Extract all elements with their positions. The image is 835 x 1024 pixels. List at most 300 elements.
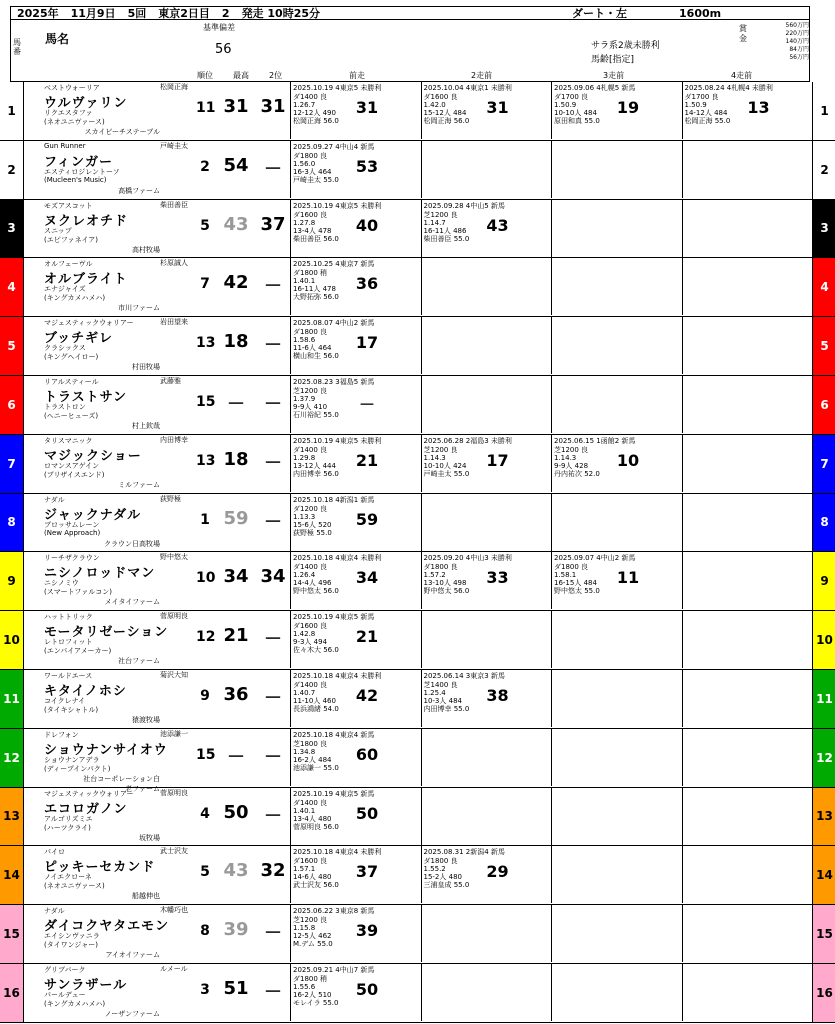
best-figure: 18	[223, 331, 249, 353]
owner-name: 社台コーポレーション白老ファーム	[83, 774, 160, 793]
past-runs	[290, 82, 812, 139]
jockey-name: ルメール	[160, 965, 188, 973]
past-run	[551, 317, 682, 374]
past-run	[421, 788, 552, 845]
run-header: 2025.06.15 1函館2 新馬	[554, 436, 636, 445]
run-info: ダ1600 良 1.42.8 9-3人 494 佐々木大 56.0	[293, 622, 339, 655]
owner-name: 船越伸也	[132, 892, 160, 901]
horse-number-right: 8	[812, 494, 835, 552]
run-info: ダ1400 良 1.29.8 13-12人 444 内田博幸 56.0	[293, 445, 339, 478]
past-run	[290, 552, 421, 609]
past-run	[551, 552, 682, 609]
owner-name: メイタイファーム	[104, 598, 160, 607]
run-figure: 37	[355, 862, 379, 882]
kai: 5回	[127, 7, 147, 20]
date: 11月9日	[70, 7, 116, 20]
horse-name: キタイノホシ	[44, 684, 127, 699]
horse-row	[0, 964, 835, 1023]
best-figure: 18	[223, 448, 249, 470]
past-run	[682, 964, 813, 1021]
run-figure: 50	[355, 803, 379, 823]
horse-number: 7	[0, 435, 24, 493]
owner-name: 高橋ファーム	[118, 186, 160, 195]
past-run	[682, 82, 813, 139]
run-figure: 42	[355, 686, 379, 705]
owner-name: クラウン日高牧場	[104, 539, 160, 548]
run-figure: 11	[616, 568, 640, 588]
sire-name: マジェスティックウォリアー	[44, 789, 134, 798]
best-figure: 21	[223, 625, 249, 647]
past-run	[682, 611, 813, 668]
past-run	[682, 200, 813, 257]
horse-number: 12	[0, 729, 24, 787]
past-runs	[290, 905, 812, 962]
damsire-name: (ネオユニヴァース)	[44, 882, 105, 891]
race-name: サラ系2歳未勝利	[591, 41, 660, 51]
horse-name: フィンガー	[44, 154, 113, 170]
past-runs	[290, 258, 812, 315]
jockey-name: 松岡正海	[160, 83, 188, 91]
past-run	[290, 670, 421, 727]
horse-number-right: 16	[812, 964, 835, 1022]
horse-row	[0, 258, 835, 317]
run-info: 芝1800 良 1.34.8 16-2人 484 池添謙一 55.0	[293, 739, 339, 772]
past-run	[551, 376, 682, 433]
base-label: 基準偏差	[203, 23, 235, 32]
owner-name: 市川ファーム	[118, 304, 160, 313]
damsire-name: (エピファネイア)	[44, 235, 98, 244]
run-header: 2025.06.22 3東京8 新馬	[293, 907, 375, 916]
run-info: 芝1200 良 1.14.3 10-10人 424 戸崎圭太 55.0	[423, 445, 470, 478]
sire-name: グリブバーク	[44, 966, 86, 974]
horse-row	[0, 552, 835, 611]
col-zenso: 前走	[349, 71, 365, 80]
start-time: 発走 10時25分	[241, 7, 321, 20]
jockey-name: 内田博幸	[160, 435, 188, 444]
past-run	[421, 846, 552, 903]
second-figure: －	[264, 982, 282, 1003]
dam-name: エスティロジレントーソ	[44, 167, 120, 176]
run-figure: 10	[616, 450, 640, 470]
run-header: 2025.10.18 4東京4 未勝利	[293, 672, 382, 680]
sire-name: モズアスコット	[44, 201, 93, 210]
past-run	[682, 788, 813, 845]
dam-name: レトロフィット	[44, 638, 93, 647]
past-run	[421, 82, 552, 139]
past-runs	[290, 670, 812, 727]
past-runs	[290, 552, 812, 609]
run-info: ダ1800 稍 1.40.1 16-11人 478 大野拓弥 56.0	[293, 269, 339, 302]
horse-row	[0, 82, 835, 141]
jockey-name: 杉原誠人	[160, 259, 188, 268]
run-info: ダ1700 良 1.50.9 10-10人 484 原田和真 55.0	[554, 93, 600, 125]
dam-name: アルゴリズミエ	[44, 814, 93, 823]
past-run	[421, 964, 552, 1021]
second-figure: －	[264, 746, 282, 768]
sire-name: マジェスティックウォリアー	[44, 319, 134, 328]
past-run	[551, 435, 682, 492]
run-info: ダ1400 良 1.26.7 12-12人 490 松岡正海 56.0	[293, 93, 339, 125]
jockey-name: 武藤雅	[160, 377, 181, 385]
past-run	[682, 317, 813, 374]
past-runs	[290, 964, 812, 1021]
rank: 15	[196, 746, 216, 763]
jockey-name: 荻野極	[160, 494, 181, 503]
horse-row	[0, 317, 835, 376]
run-figure: 21	[355, 450, 379, 470]
horse-name: サンラザール	[44, 978, 128, 993]
horse-number: 8	[0, 494, 24, 552]
run-info: 芝1200 良 1.15.8 12-5人 462 M.デム 55.0	[293, 916, 333, 949]
horse-number-right: 10	[812, 611, 835, 669]
second-figure: －	[264, 452, 282, 474]
damsire-name: (ネオユニヴァース)	[44, 118, 105, 126]
distance: 1600m	[679, 6, 722, 20]
past-run	[290, 611, 421, 668]
rank: 13	[196, 335, 216, 352]
second-figure: 34	[260, 566, 286, 588]
horse-name: ウルヴァリン	[44, 96, 128, 111]
run-figure: 17	[355, 333, 379, 353]
second-figure: 37	[260, 213, 286, 235]
past-runs	[290, 846, 812, 903]
second-figure: －	[264, 688, 282, 709]
run-header: 2025.10.19 4東京5 未勝利	[293, 201, 382, 210]
damsire-name: (キングカメハメハ)	[44, 1000, 106, 1008]
rank: 4	[200, 805, 210, 822]
horse-number-right: 9	[812, 552, 835, 610]
past-runs	[290, 435, 812, 492]
best-figure: 43	[223, 860, 249, 882]
run-header: 2025.10.19 4東京5 未勝利	[293, 436, 382, 445]
horse-number-right: 1	[812, 82, 835, 140]
run-figure: －	[358, 395, 375, 414]
run-header: 2025.09.20 4中山3 未勝利	[423, 554, 512, 563]
run-figure: 21	[355, 627, 379, 647]
horse-row	[0, 376, 835, 435]
horse-name: トラストサン	[44, 390, 127, 405]
run-info: ダ1600 良 1.57.1 14-6人 480 武士沢友 56.0	[293, 857, 339, 890]
owner-name: 高村牧場	[132, 245, 160, 254]
run-figure: 31	[355, 98, 379, 117]
past-run	[421, 258, 552, 315]
run-figure: 31	[486, 98, 509, 117]
run-info: ダ1800 稍 1.55.6 16-2人 510 モレイラ 55.0	[293, 975, 339, 1007]
horse-name: オルブライト	[44, 272, 128, 288]
run-info: ダ1800 良 1.56.0 16-3人 464 戸崎圭太 55.0	[293, 151, 339, 184]
rank: 8	[200, 923, 210, 940]
horse-row	[0, 494, 835, 553]
run-info: ダ1700 良 1.50.9 14-12人 484 松岡正海 55.0	[684, 93, 731, 125]
horse-number: 13	[0, 788, 24, 846]
run-figure: 34	[355, 568, 379, 588]
run-header: 2025.10.19 4東京5 新馬	[293, 613, 375, 622]
sire-name: リーチザクラウン	[44, 554, 100, 563]
jockey-name: 菅原明良	[160, 612, 188, 621]
run-header: 2025.10.18 4東京4 新馬	[293, 730, 375, 739]
best-figure: 50	[223, 801, 249, 823]
best-figure: 54	[223, 154, 249, 176]
second-figure: －	[264, 923, 282, 945]
best-figure: 59	[223, 507, 249, 529]
sire-name: ナダル	[44, 907, 65, 916]
horse-number: 2	[0, 141, 24, 199]
best-figure: 34	[223, 566, 249, 588]
run-header: 2025.09.28 4中山5 新馬	[423, 201, 505, 210]
horse-number-right: 15	[812, 905, 835, 963]
horse-number: 6	[0, 376, 24, 434]
race-subheader	[10, 20, 810, 82]
jockey-name: 木幡巧也	[160, 906, 188, 915]
owner-name: ミルファーム	[118, 480, 160, 489]
rank: 15	[196, 394, 216, 410]
run-figure: 50	[355, 980, 379, 999]
run-info: ダ1800 良 1.58.6 11-6人 464 横山和生 56.0	[293, 328, 339, 361]
past-run	[682, 846, 813, 903]
horse-number-right: 3	[812, 200, 835, 258]
past-run	[421, 435, 552, 492]
horse-row	[0, 670, 835, 729]
past-run	[290, 317, 421, 374]
past-run	[290, 141, 421, 198]
run-header: 2025.08.31 2新潟4 新馬	[423, 848, 505, 857]
past-runs	[290, 611, 812, 668]
past-run	[551, 964, 682, 1021]
past-run	[551, 611, 682, 668]
past-run	[551, 670, 682, 727]
run-header: 2025.10.19 4東京5 新馬	[293, 789, 375, 798]
col-saiko: 最高	[233, 71, 249, 80]
owner-name: 村上欽哉	[132, 422, 160, 430]
past-run	[421, 670, 552, 727]
best-figure: －	[227, 394, 245, 415]
col-yonsoumae: 4走前	[731, 71, 753, 80]
rank: 13	[196, 452, 216, 469]
run-header: 2025.09.07 4中山2 新馬	[554, 554, 636, 563]
rank: 7	[200, 276, 210, 293]
damsire-name: (New Approach)	[44, 528, 101, 537]
run-header: 2025.09.27 4中山4 新馬	[293, 142, 375, 151]
horse-name: ジャックナダル	[44, 507, 142, 523]
horse-row	[0, 200, 835, 259]
owner-name: スカイビーチステーブル	[84, 128, 160, 136]
past-run	[551, 729, 682, 786]
past-run	[682, 258, 813, 315]
run-figure: 40	[355, 215, 379, 235]
col-umamei: 馬名	[45, 32, 70, 46]
horse-name: ショウナンサイオウ	[44, 742, 168, 758]
sire-name: ナダル	[44, 495, 65, 504]
past-run	[682, 729, 813, 786]
dam-name: ノイエクローネ	[44, 873, 92, 882]
run-figure: 59	[355, 509, 379, 529]
run-figure: 38	[486, 686, 509, 705]
horse-number: 3	[0, 200, 24, 258]
past-run	[290, 905, 421, 962]
horse-name: ブッチギレ	[44, 331, 113, 347]
past-run	[421, 611, 552, 668]
past-runs	[290, 376, 812, 433]
second-figure: －	[264, 805, 282, 827]
past-run	[421, 200, 552, 257]
run-figure: 53	[355, 156, 379, 176]
sire-name: パイロ	[44, 848, 65, 857]
past-run	[421, 376, 552, 433]
run-info: ダ1200 良 1.13.3 15-6人 520 荻野極 55.0	[293, 504, 332, 537]
horse-name: エコロガノン	[44, 801, 128, 817]
owner-name: ノーザンファーム	[104, 1010, 160, 1018]
run-header: 2025.10.25 4東京7 新馬	[293, 260, 375, 269]
damsire-name: (ヘニーヒューズ)	[44, 412, 99, 420]
horse-number-right: 6	[812, 376, 835, 434]
horse-row	[0, 846, 835, 905]
jockey-name: 菅原明良	[160, 788, 188, 797]
past-run	[551, 258, 682, 315]
prize-label: 賞金	[739, 24, 747, 43]
past-run	[421, 317, 552, 374]
race-header	[10, 6, 810, 20]
horse-number-right: 2	[812, 141, 835, 199]
second-figure: －	[264, 158, 282, 180]
horse-number-right: 14	[812, 846, 835, 904]
past-run	[551, 905, 682, 962]
past-run	[551, 200, 682, 257]
past-run	[290, 846, 421, 903]
horse-number: 14	[0, 846, 24, 904]
horse-number-right: 4	[812, 258, 835, 316]
sire-name: ハットトリック	[44, 613, 93, 622]
run-header: 2025.09.06 4札幌5 新馬	[554, 84, 636, 92]
rank: 1	[200, 511, 210, 528]
horse-name: モータリゼーション	[44, 625, 169, 641]
run-info: 芝1400 良 1.25.4 10-3人 484 内田博幸 55.0	[423, 681, 470, 713]
dam-name: エナジャイズ	[44, 285, 86, 294]
second-figure: －	[264, 629, 282, 651]
col-sansoumae: 3走前	[603, 71, 625, 80]
run-info: ダ1600 良 1.27.8 13-4人 478 柴田善臣 56.0	[293, 210, 339, 243]
past-run	[290, 82, 421, 139]
past-run	[290, 494, 421, 551]
dam-name: ショウナンアデラ	[44, 755, 100, 764]
damsire-name: (ディープインパクト)	[44, 764, 111, 773]
prize-1: 560万円	[785, 22, 809, 29]
surface: ダート・左	[572, 7, 628, 20]
horse-number-right: 12	[812, 729, 835, 787]
past-runs	[290, 494, 812, 551]
sire-name: Gun Runner	[44, 141, 86, 150]
damsire-name: (スマートファルコン)	[44, 588, 112, 597]
run-header: 2025.10.04 4東京1 未勝利	[423, 84, 512, 92]
run-header: 2025.10.19 4東京5 未勝利	[293, 84, 382, 92]
past-runs	[290, 729, 812, 786]
dam-name: クラシックス	[44, 344, 86, 353]
sire-name: オルフェーヴル	[44, 260, 93, 269]
past-run	[421, 141, 552, 198]
past-run	[551, 846, 682, 903]
horse-row	[0, 611, 835, 670]
past-run	[682, 141, 813, 198]
run-info: ダ1800 良 1.58.1 16-15人 484 野中悠太 55.0	[554, 563, 600, 596]
run-info: ダ1400 良 1.40.7 11-10人 460 長浜鴻緒 54.0	[293, 681, 339, 713]
past-run	[290, 200, 421, 257]
damsire-name: (タイワンジャー)	[44, 941, 99, 950]
jockey-name: 岩田望来	[160, 318, 188, 327]
past-run	[290, 435, 421, 492]
run-figure: 13	[747, 98, 770, 117]
run-info: ダ1800 良 1.55.2 15-2人 480 三浦皇成 55.0	[423, 857, 470, 890]
race-no: 2	[221, 6, 230, 20]
run-header: 2025.08.07 4中山2 新馬	[293, 319, 375, 328]
past-run	[682, 494, 813, 551]
run-info: ダ1800 良 1.57.2 13-10人 498 野中悠太 56.0	[423, 563, 470, 596]
horse-number-right: 13	[812, 788, 835, 846]
run-info: 芝1200 良 1.37.9 9-9人 410 石川裕紀 55.0	[293, 387, 339, 419]
dam-name: コイクレナイ	[44, 697, 86, 705]
damsire-name: (キングヘイロー)	[44, 353, 99, 362]
prize-5: 56万円	[789, 54, 809, 61]
best-figure: 31	[223, 96, 249, 117]
damsire-name: (タイキシャトル)	[44, 706, 99, 714]
jockey-name: 菊沢大知	[160, 671, 188, 679]
second-figure: －	[264, 335, 282, 357]
dam-name: トラストロン	[44, 403, 86, 411]
horse-name: ダイコクヤタエモン	[44, 919, 170, 935]
owner-name: 猿渡牧場	[132, 716, 160, 724]
best-figure: 42	[223, 272, 249, 294]
run-header: 2025.10.18 4新潟1 新馬	[293, 495, 375, 504]
sire-name: ドレフォン	[44, 730, 79, 739]
sire-name: ワールドエース	[44, 672, 93, 680]
rank: 5	[200, 864, 210, 881]
horse-row	[0, 435, 835, 494]
run-header: 2025.10.18 4東京4 未勝利	[293, 848, 382, 857]
horse-number: 16	[0, 964, 24, 1022]
second-figure: －	[264, 394, 282, 415]
rank: 11	[196, 100, 216, 116]
run-figure: 36	[355, 274, 379, 294]
run-header: 2025.09.21 4中山7 新馬	[293, 966, 375, 974]
past-runs	[290, 141, 812, 198]
year: 2025年	[17, 7, 59, 20]
past-run	[421, 729, 552, 786]
best-figure: 39	[223, 919, 249, 941]
run-info: ダ1400 良 1.26.4 14-4人 496 野中悠太 56.0	[293, 563, 339, 596]
run-figure: 29	[486, 862, 509, 882]
sire-name: タリスマニック	[44, 436, 93, 445]
second-figure: 32	[260, 860, 286, 882]
dam-name: スニップ	[44, 226, 72, 235]
horse-name: ヌクレオチド	[44, 213, 129, 229]
second-figure: －	[264, 276, 282, 298]
rank: 9	[200, 688, 210, 704]
col-ni: 2位	[269, 71, 283, 80]
horse-number: 5	[0, 317, 24, 375]
sire-name: リアルスティール	[44, 378, 99, 386]
horse-name: ピッキーセカンド	[44, 860, 156, 876]
dam-name: ロマンスアゲイン	[44, 461, 100, 470]
horse-name: ニシノロッドマン	[44, 566, 156, 582]
past-run	[551, 788, 682, 845]
horse-number: 1	[0, 82, 24, 140]
run-info: ダ1400 良 1.40.1 13-4人 480 菅原明良 56.0	[293, 798, 339, 831]
horse-row	[0, 905, 835, 964]
owner-name: アイオイファーム	[105, 951, 160, 960]
jockey-name: 池添謙一	[160, 729, 188, 738]
rank: 3	[200, 982, 210, 998]
past-run	[682, 670, 813, 727]
dam-name: ブロッサムレーン	[44, 520, 100, 529]
best-figure: －	[227, 746, 245, 768]
